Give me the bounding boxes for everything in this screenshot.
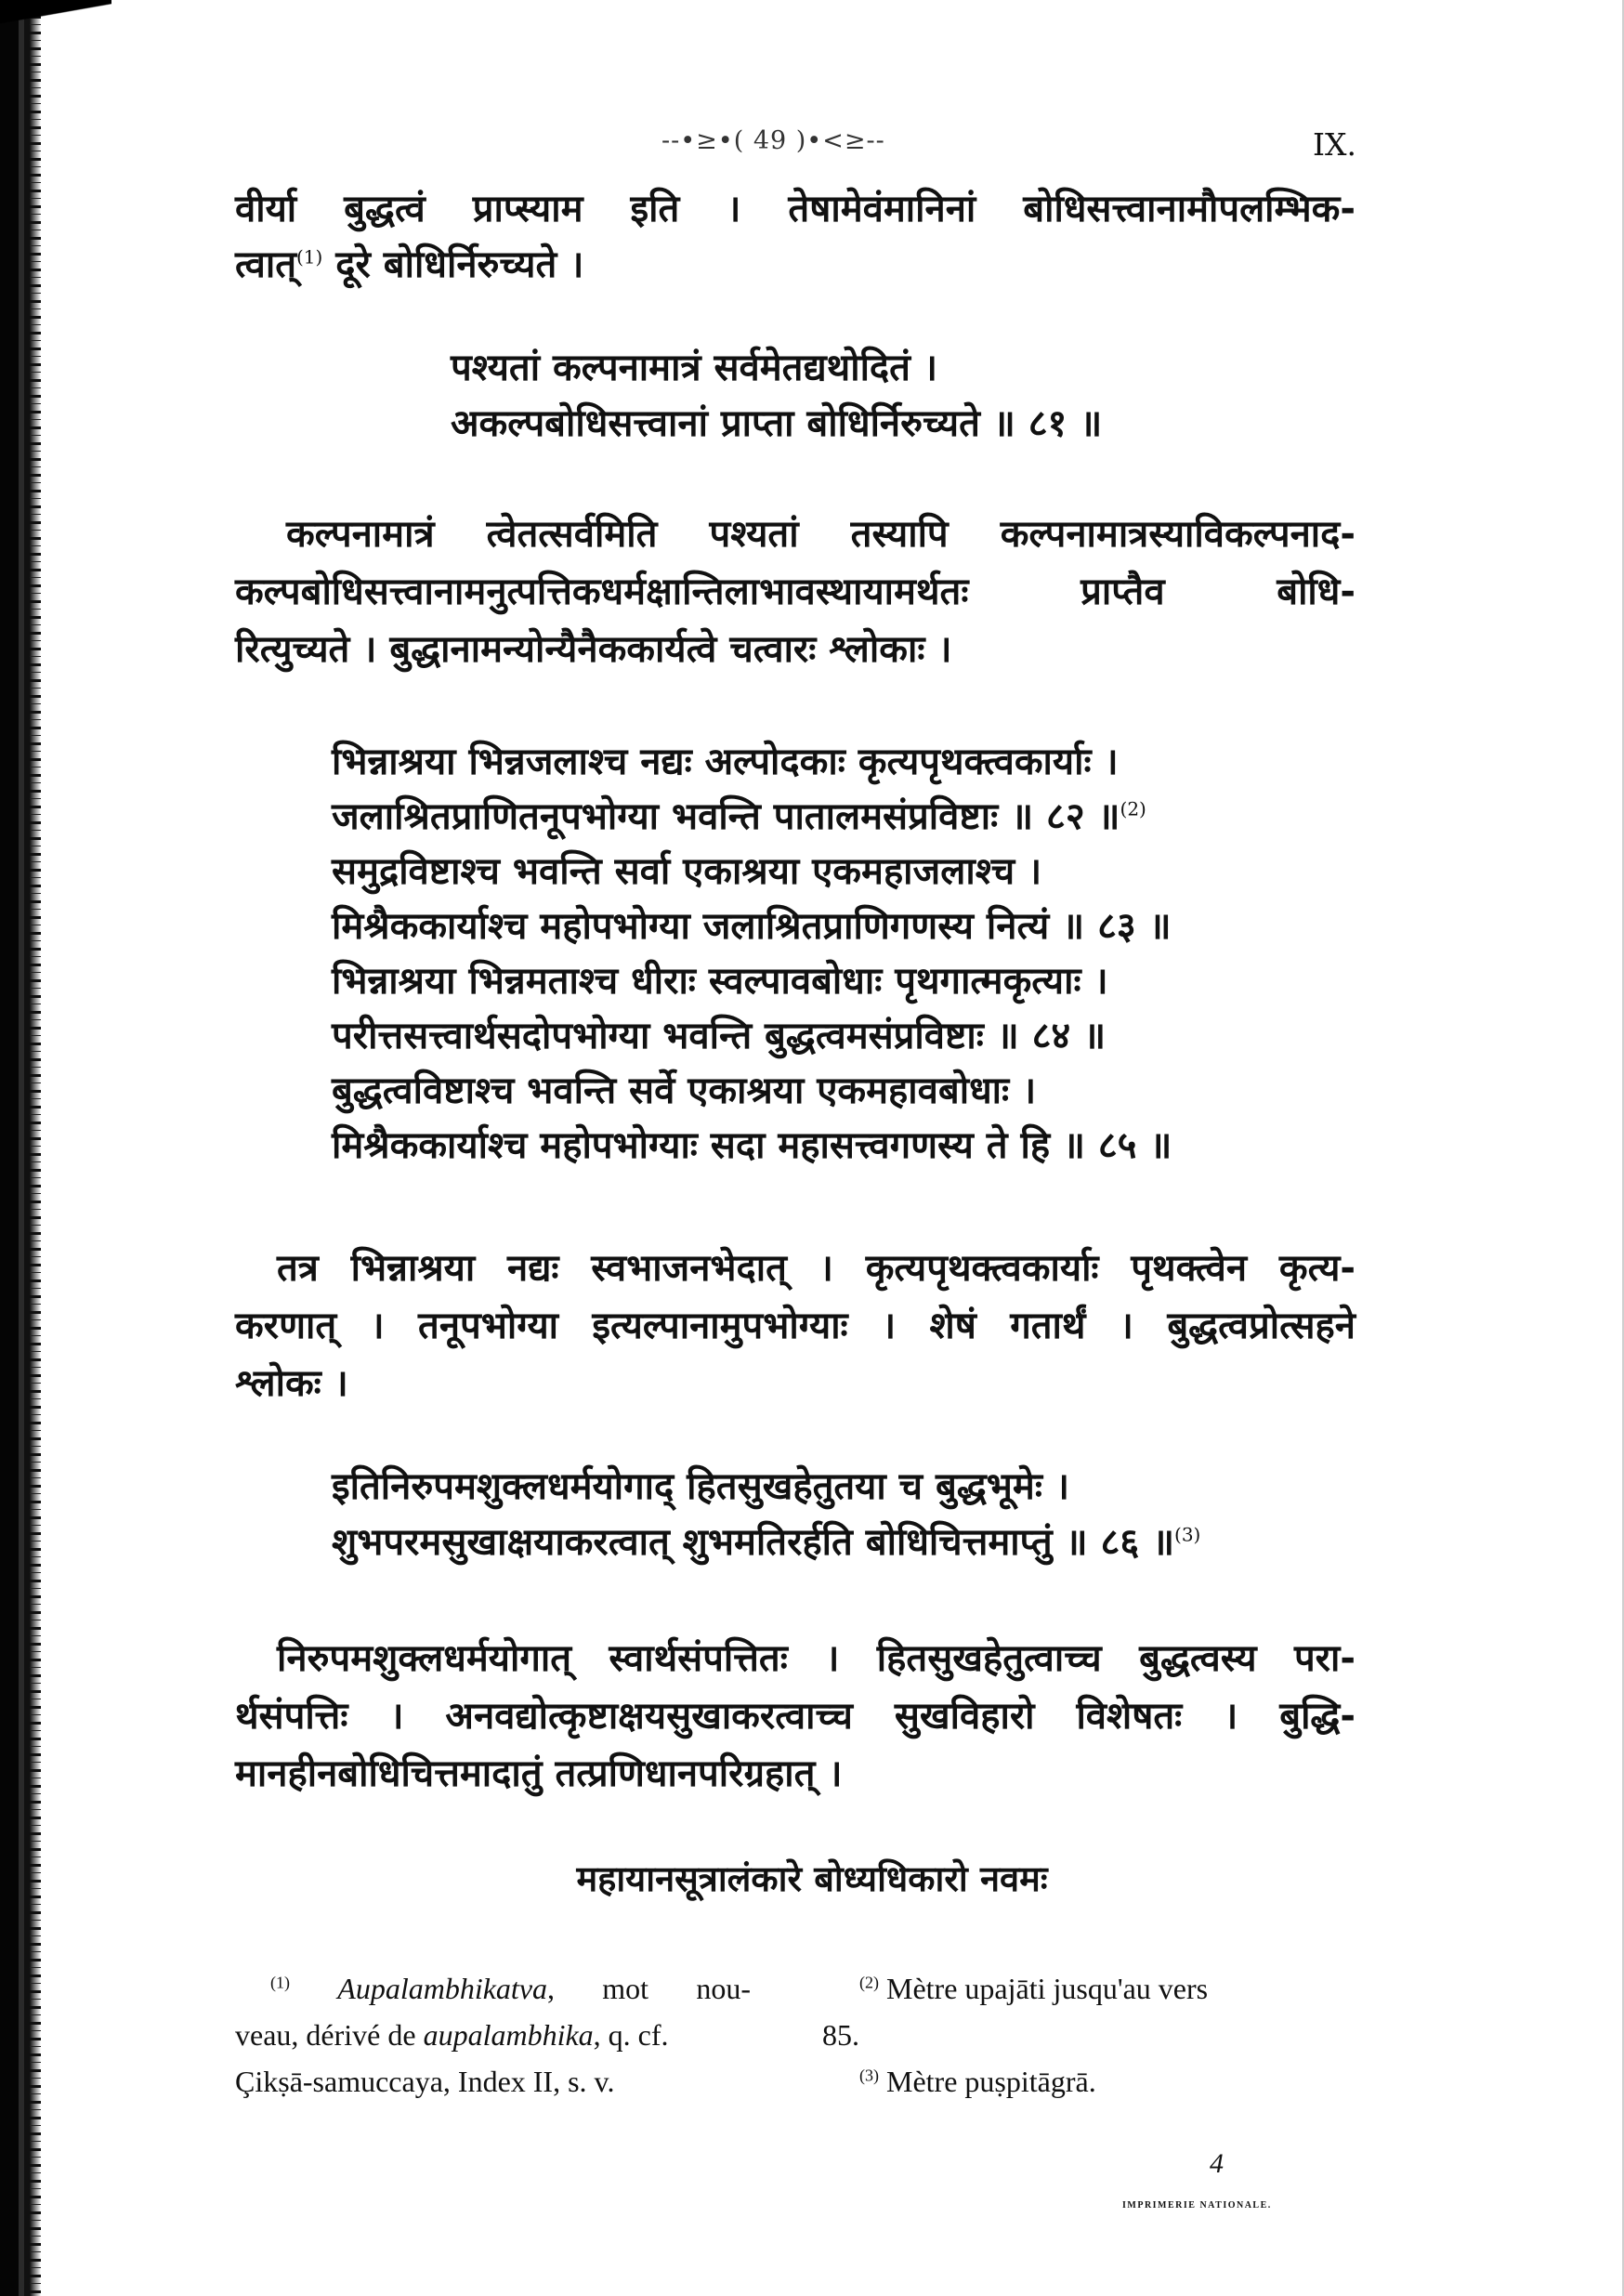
text-line: मानहीनबोधिचित्तमादातुं तत्प्रणिधानपरिग्रहात् ।	[235, 1752, 843, 1795]
text-segment: त्वात्	[235, 243, 296, 286]
verse-line: इतिनिरुपमशुक्लधर्मयोगाद् हितसुखहेतुतया च बुद्धभूमेः ।	[332, 1465, 1069, 1508]
book-binding-edge	[0, 0, 41, 2296]
text-line: कल्पबोधिसत्त्वानामनुत्पत्तिकधर्मक्षान्तिलाभावस्थायामर्थतः प्राप्तैव बोधि-	[235, 571, 1356, 613]
verse-line: परीत्तसत्त्वार्थसदोपभोग्या भवन्ति बुद्धत्वमसंप्रविष्टाः ॥ ८४ ॥	[332, 1015, 1107, 1057]
footnote-term: Aupalambhikatva	[337, 1972, 548, 2005]
footnote-text: veau, dérivé de	[235, 2018, 424, 2052]
footnote-line	[235, 2012, 751, 2058]
paragraph-1	[235, 190, 1356, 295]
verse-86	[332, 1465, 1335, 1572]
paragraph-2	[235, 513, 1356, 679]
chapter-number: IX.	[1312, 126, 1356, 163]
verse-81	[451, 349, 1287, 453]
signature-mark: 4	[1210, 2148, 1224, 2179]
page-number: --•≥•( 49 )•<≥--	[661, 126, 885, 155]
footnote-2	[822, 1965, 1344, 2058]
footnote-text: Mètre puṣpitāgrā.	[886, 2065, 1096, 2098]
binding-flap	[0, 0, 111, 32]
verse-line: पश्यतां कल्पनामात्रं सर्वमेतद्यथोदितं ।	[451, 347, 938, 389]
footnote-1	[235, 1965, 751, 2105]
chapter-colophon: महायानसूत्रालंकारे बोध्यधिकारो नवमः	[576, 1858, 1048, 1899]
verse-line: बुद्धत्वविष्टाश्च भवन्ति सर्वे एकाश्रया एकमहावबोधाः ।	[332, 1069, 1037, 1112]
text-line: वीर्या बुद्धत्वं प्राप्स्याम इति । तेषामेवंमानिनां बोधिसत्त्वानामौपलम्भिक-	[235, 188, 1356, 230]
paragraph-3	[235, 1247, 1356, 1413]
text-segment: दूरे बोधिर्निरुच्यते ।	[322, 243, 584, 286]
text-line	[235, 243, 1356, 295]
verse-line	[332, 1521, 1335, 1572]
text-line: निरुपमशुक्लधर्मयोगात् स्वार्थसंपत्तितः । हितसुखहेतुत्वाच्च बुद्धत्वस्य परा-	[277, 1637, 1356, 1680]
printer-imprint: IMPRIMERIE NATIONALE.	[1122, 2200, 1272, 2211]
footnote-mark: (3)	[859, 2066, 879, 2085]
text-line: तत्र भिन्नाश्रया नद्यः स्वभाजनभेदात् । कृत्यपृथक्त्वकार्याः पृथक्त्वेन कृत्य-	[277, 1247, 1356, 1290]
footnote-line	[822, 1965, 1344, 2012]
footnote-mark: (2)	[859, 1973, 879, 1992]
verse-line: भिन्नाश्रया भिन्नजलाश्च नद्यः अल्पोदकाः कृत्यपृथक्त्वकार्याः ।	[332, 741, 1119, 783]
footnote-3	[822, 2058, 1344, 2105]
verse-text: शुभपरमसुखाक्षयाकरत्वात् शुभमतिरर्हति बोधिचित्तमाप्तुं ॥ ८६ ॥	[332, 1521, 1175, 1564]
text-line: रित्युच्यते । बुद्धानामन्योन्यैनैककार्यत्वे चत्वारः श्लोकाः ।	[235, 628, 952, 671]
verse-line: अकल्पबोधिसत्त्वानां प्राप्ता बोधिर्निरुच्यते ॥ ८१ ॥	[451, 402, 1103, 445]
verse-line: मिश्रैककार्याश्च महोपभोग्याः सदा महासत्त्वगणस्य ते हि ॥ ८५ ॥	[332, 1124, 1172, 1167]
footnote-text: , q. cf.	[593, 2018, 669, 2052]
verse-line: भिन्नाश्रया भिन्नमताश्च धीराः स्वल्पावबोधाः पृथगात्मकृत्याः ।	[332, 960, 1108, 1003]
verse-line: समुद्रविष्टाश्च भवन्ति सर्वा एकाश्रया एकमहाजलाश्च ।	[332, 850, 1042, 893]
footnote-text: , mot nou-	[547, 1972, 752, 2005]
footnote-ref-2: (2)	[1120, 797, 1146, 820]
footnote-line: 85.	[822, 2018, 859, 2052]
footnote-term: aupalambhika	[423, 2018, 594, 2052]
footnote-ref-1: (1)	[296, 245, 323, 269]
footnote-line	[235, 1965, 751, 2012]
text-line: श्लोकः ।	[235, 1362, 348, 1405]
verse-line	[332, 795, 1307, 846]
text-line: कल्पनामात्रं त्वेतत्सर्वमिति पश्यतां तस्यापि कल्पनामात्रस्याविकल्पनाद-	[286, 513, 1356, 556]
text-line: करणात् । तनूपभोग्या इत्यल्पानामुपभोग्याः । शेषं गतार्थं । बुद्धत्वप्रोत्सहने	[235, 1305, 1356, 1347]
footnote-mark: (1)	[270, 1973, 290, 1992]
paragraph-4	[235, 1637, 1356, 1804]
verses-82-85	[332, 743, 1307, 1175]
footnote-text: Mètre upajāti jusqu'au vers	[886, 1972, 1209, 2005]
footnote-line	[822, 2058, 1344, 2105]
verse-text: जलाश्रितप्राणितनूपभोग्या भवन्ति पातालमसंप्रविष्टाः ॥ ८२ ॥	[332, 795, 1120, 838]
footnote-line: Çikṣā-samuccaya, Index II, s. v.	[235, 2065, 615, 2098]
footnote-ref-3: (3)	[1174, 1523, 1201, 1546]
running-header	[0, 126, 1624, 173]
text-line: र्थसंपत्तिः । अनवद्योत्कृष्टाक्षयसुखाकरत्वाच्च सुखविहारो विशेषतः । बुद्धि-	[235, 1695, 1356, 1738]
verse-line: मिश्रैककार्याश्च महोपभोग्या जलाश्रितप्राणिगणस्य नित्यं ॥ ८३ ॥	[332, 905, 1172, 948]
